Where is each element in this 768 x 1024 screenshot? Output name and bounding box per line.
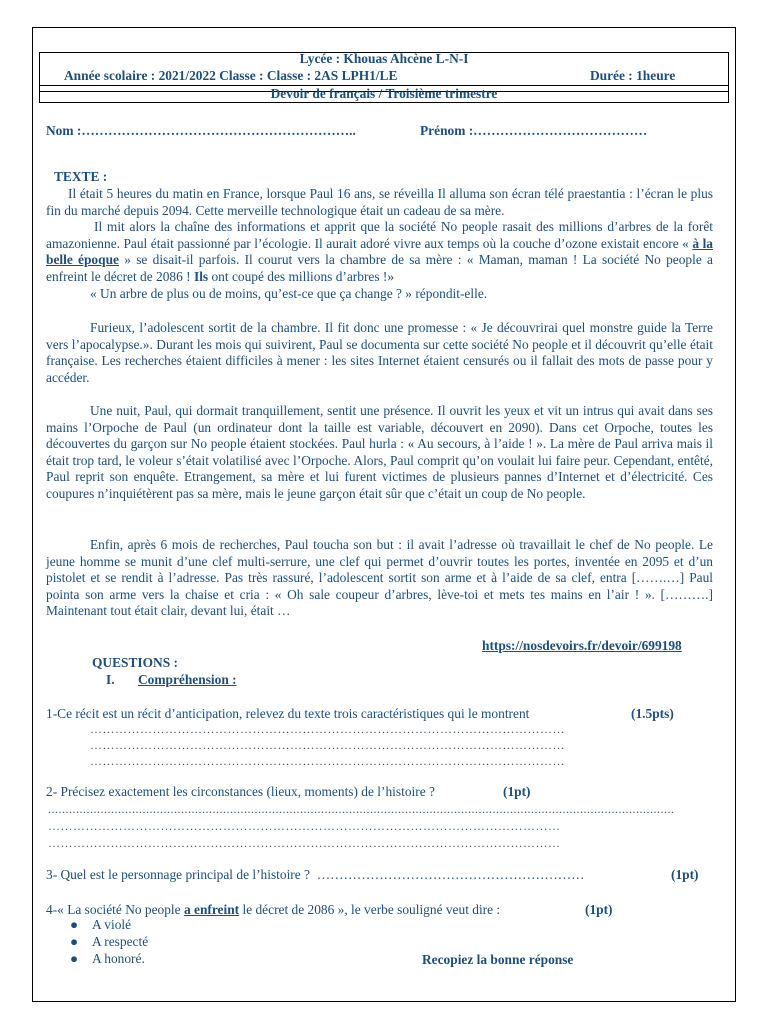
paragraph-1: Il était 5 heures du matin en France, lorsque Paul 16 ans, se réveilla Il alluma son écran télé praestantia : l’écran le plus fin du marché depuis 2094. Cette merveille technologique était un cadeau de sa mère. xyxy=(46,186,713,218)
answer-2-line-1[interactable]: ................................................................................................................................................................................... xyxy=(48,802,675,816)
page-frame xyxy=(32,27,736,1002)
paragraph-2 xyxy=(46,219,713,285)
nom-label: Nom : xyxy=(46,123,82,138)
prenom-dots: ………………………………… xyxy=(473,123,648,138)
paragraph-3: « Un arbre de plus ou de moins, qu’est-ce que ça change ? » répondit-elle. xyxy=(90,286,488,301)
belle-epoque-underlined: à la belle époque xyxy=(46,235,713,268)
questions-title: QUESTIONS : xyxy=(92,655,178,670)
answer-2-line-2[interactable]: …………………………………………………………………………………………………………… xyxy=(48,819,561,833)
paragraph-6: Enfin, après 6 mois de recherches, Paul toucha son but : il avait l’adresse où travaillait le chef de No people. Le jeune homme se munit d’une clef multi-serrure, une clef qui permet d’ouvrir toutes les portes, inventée en 2095 et d’un pistolet et se rendit à l’adresse. Pas très rassuré, l’adolescent sortit son arme et à l’aide de sa clef, entra […….…] Paul pointa son arme vers la chaise et cria : « Oh sale coupeur d’arbres, lève-toi et mets tes mains en l’air ! ». [……….] Maintenant tout était clair, devant lui, était … xyxy=(46,537,713,619)
section-number: I. xyxy=(106,672,115,687)
paragraph-2-c: ont coupé des millions d’arbres !» xyxy=(208,268,395,284)
instruction: Recopiez la bonne réponse xyxy=(422,952,574,967)
paragraph-4: Furieux, l’adolescent sortit de la chambre. Il fit donc une promesse : « Je découvrirai quel monstre guide la Terre vers l’apocalypse.». Durant les mois qui suivirent, Paul se documenta sur cette société No people et il découvrit qu’elle était française. Les recherches étaient difficiles à mener : les sites Internet étaient censurés ou il fallait des mots de passe pour y accéder. xyxy=(46,320,713,385)
question-2: 2- Précisez exactement les circonstances (lieux, moments) de l’histoire ? xyxy=(46,784,435,799)
question-1-points: (1.5pts) xyxy=(631,706,674,721)
question-3 xyxy=(46,867,585,884)
enfreint-underlined: a enfreint xyxy=(183,902,240,917)
answer-2-line-3[interactable]: …………………………………………………………………………………………………………… xyxy=(48,836,561,850)
prenom-line xyxy=(420,123,647,140)
option-label: A honoré. xyxy=(92,951,145,966)
answer-1-line-1[interactable]: …………………………………………………………………………………………………… xyxy=(90,722,565,736)
question-4-b: le décret de 2086 », le verbe souligné veut dire : xyxy=(239,902,501,917)
paragraph-5: Une nuit, Paul, qui dormait tranquillement, sentit une présence. Il ouvrit les yeux et vit un intrus qui avait dans ses mains l’Orpoche de Paul (un ordinateur dont la taille est variable, découvert en 2090). Dans cet Orpoche, toutes les découvertes du garçon sur No people étaient stockées. Paul hurla : « Au secours, à l’aide ! ». La mère de Paul arriva mais il était trop tard, le voleur s’était volatilisé avec l’Orpoche. Alors, Paul comprit qu’on voulait lui faire peur. Cependant, entêté, Paul reprit son enquête. Etrangement, sa mère et lui furent victimes de plusieurs pannes d’Internet et d’électricité. Ces coupures n’inquiétèrent pas sa mère, mais le jeune garçon était sûr que c’était un coup de No people. xyxy=(46,403,713,501)
question-1: 1-Ce récit est un récit d’anticipation, relevez du texte trois caractéristiques qui le montrent xyxy=(46,706,530,721)
option-label: A respecté xyxy=(92,934,149,949)
school-name: Lycée : Khouas Ahcène L-N-I xyxy=(299,51,469,66)
texte-title: TEXTE : xyxy=(54,169,108,184)
answer-1-line-3[interactable]: …………………………………………………………………………………………………… xyxy=(90,754,565,768)
option-violé[interactable] xyxy=(70,916,148,933)
prenom-label: Prénom : xyxy=(420,123,474,138)
question-2-points: (1pt) xyxy=(503,784,531,799)
duration: Durée : 1heure xyxy=(590,68,676,83)
nom-line xyxy=(46,123,356,140)
answer-options xyxy=(70,916,148,967)
bullet-icon: ● xyxy=(70,934,79,949)
source-link[interactable]: https://nosdevoirs.fr/devoir/699198 xyxy=(482,638,682,653)
question-4-a: 4-« La société No people xyxy=(46,902,184,917)
bullet-icon: ● xyxy=(70,951,79,966)
option-respecté[interactable] xyxy=(70,933,148,950)
question-4-points: (1pt) xyxy=(585,902,613,917)
subject-title: Devoir de français / Troisième trimestre xyxy=(270,86,498,101)
bullet-icon: ● xyxy=(70,917,79,932)
question-3-points: (1pt) xyxy=(671,867,699,882)
paragraph-2-a: Il mit alors la chaîne des informations et apprit que la société No people rasait des millions d’arbres de la forêt amazonienne. Paul était passionné par l’écologie. Il aurait adoré vivre aux temps où la couche d’ozone existait encore « xyxy=(46,219,713,251)
option-honoré[interactable] xyxy=(70,950,148,967)
answer-3-line[interactable]: …………………………………………………… xyxy=(316,867,585,882)
school-year: Année scolaire : 2021/2022 Classe : Classe : 2AS LPH1/LE xyxy=(64,68,398,83)
section-title: Compréhension : xyxy=(138,672,237,687)
nom-dots: …………………………………………………….. xyxy=(81,123,356,138)
paragraph-2-b: » se disait-il parfois. Il courut vers la chambre de sa mère : « Maman, maman ! La société No people a enfreint le décret de 2086 ! xyxy=(46,252,713,284)
option-label: A violé xyxy=(92,917,132,932)
answer-1-line-2[interactable]: …………………………………………………………………………………………………… xyxy=(90,738,565,752)
question-3-text: 3- Quel est le personnage principal de l’histoire ? xyxy=(46,867,311,882)
ils-bold: Ils xyxy=(193,268,209,284)
